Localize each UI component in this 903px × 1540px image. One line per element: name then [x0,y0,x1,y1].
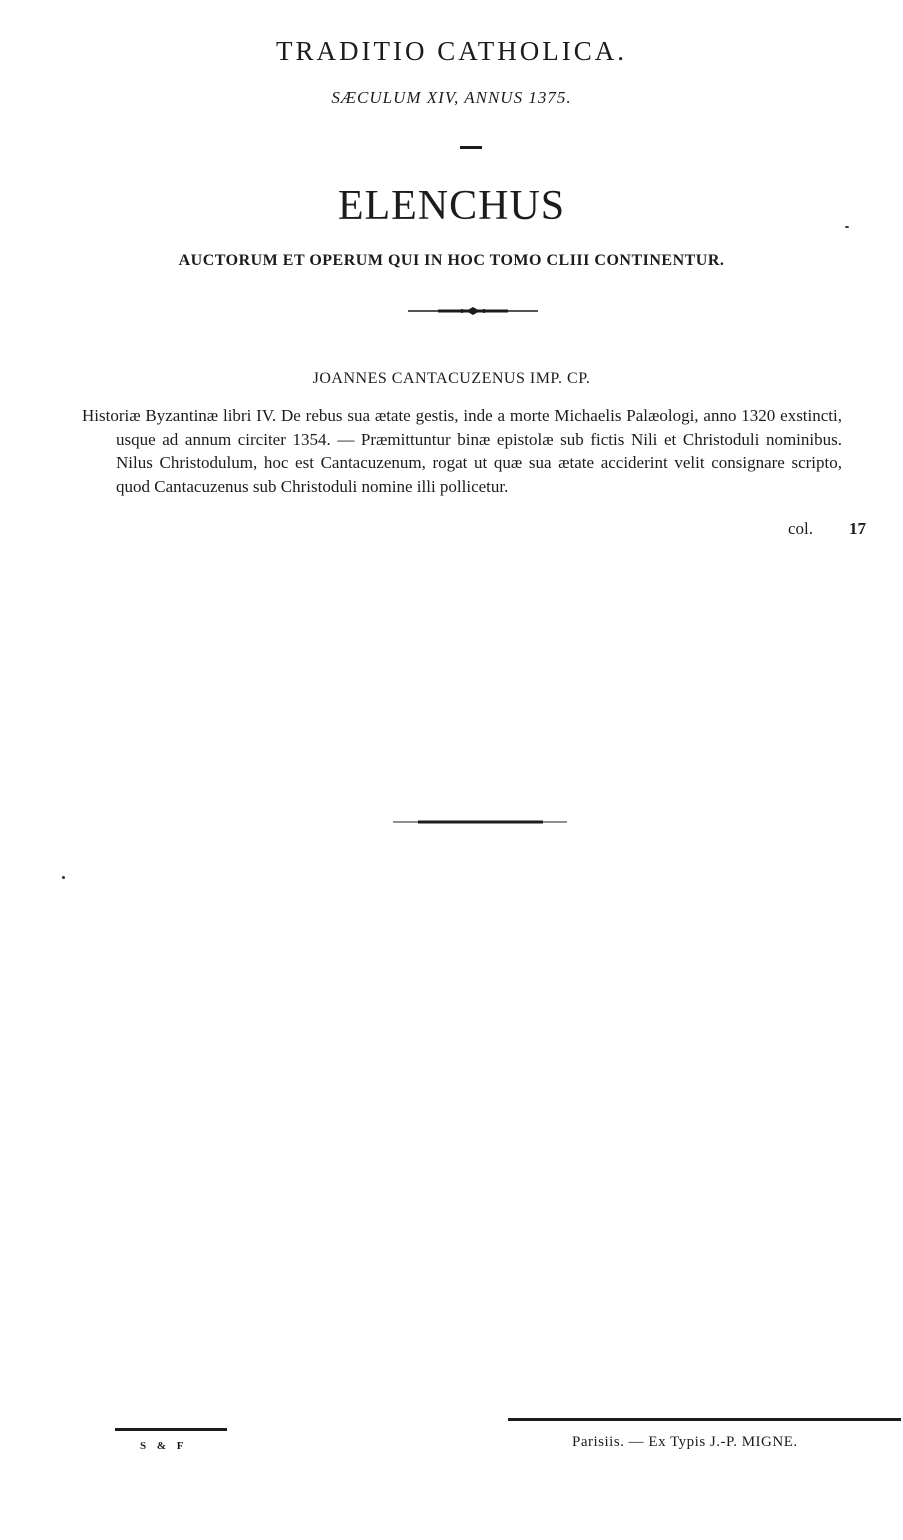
column-label: col. [788,519,814,538]
footer-left-rule [115,1428,227,1431]
ornamental-divider [408,306,538,316]
section-end-rule [393,820,567,824]
footer-right-rule [508,1418,901,1421]
collection-title: TRADITIO CATHOLICA. [276,36,627,66]
entry-description: Historiæ Byzantinæ libri IV. De rebus sua ætate gestis, inde a morte Michaelis Palæologi, anno 1320 exstincti, usque ad annum circiter 1354. — Præmittuntur binæ epistolæ sub fictis Nili et Christoduli nominibus. Nilus Christodulum, hoc est Cantacuzenum, rogat ut quæ sua ætate acciderint velit consignare scripto, quod Cantacuzenus sub Christoduli nomine illi pollicetur. [82,406,842,496]
short-dash-divider [460,146,482,149]
page-subheading: AUCTORUM ET OPERUM QUI IN HOC TOMO CLIII CONTINENTUR. [178,252,725,269]
printer-signature: S & F [140,1440,188,1452]
column-number: 17 [849,519,866,538]
entry-text [82,404,842,498]
entry-author: JOANNES CANTACUZENUS IMP. CP. [312,370,591,387]
page-heading: ELENCHUS [337,183,566,229]
printer-imprint: Parisiis. — Ex Typis J.-P. MIGNE. [572,1434,798,1450]
century-year-subtitle: SÆCULUM XIV, ANNUS 1375. [331,88,572,107]
print-speck [62,876,65,879]
print-speck [845,226,849,228]
